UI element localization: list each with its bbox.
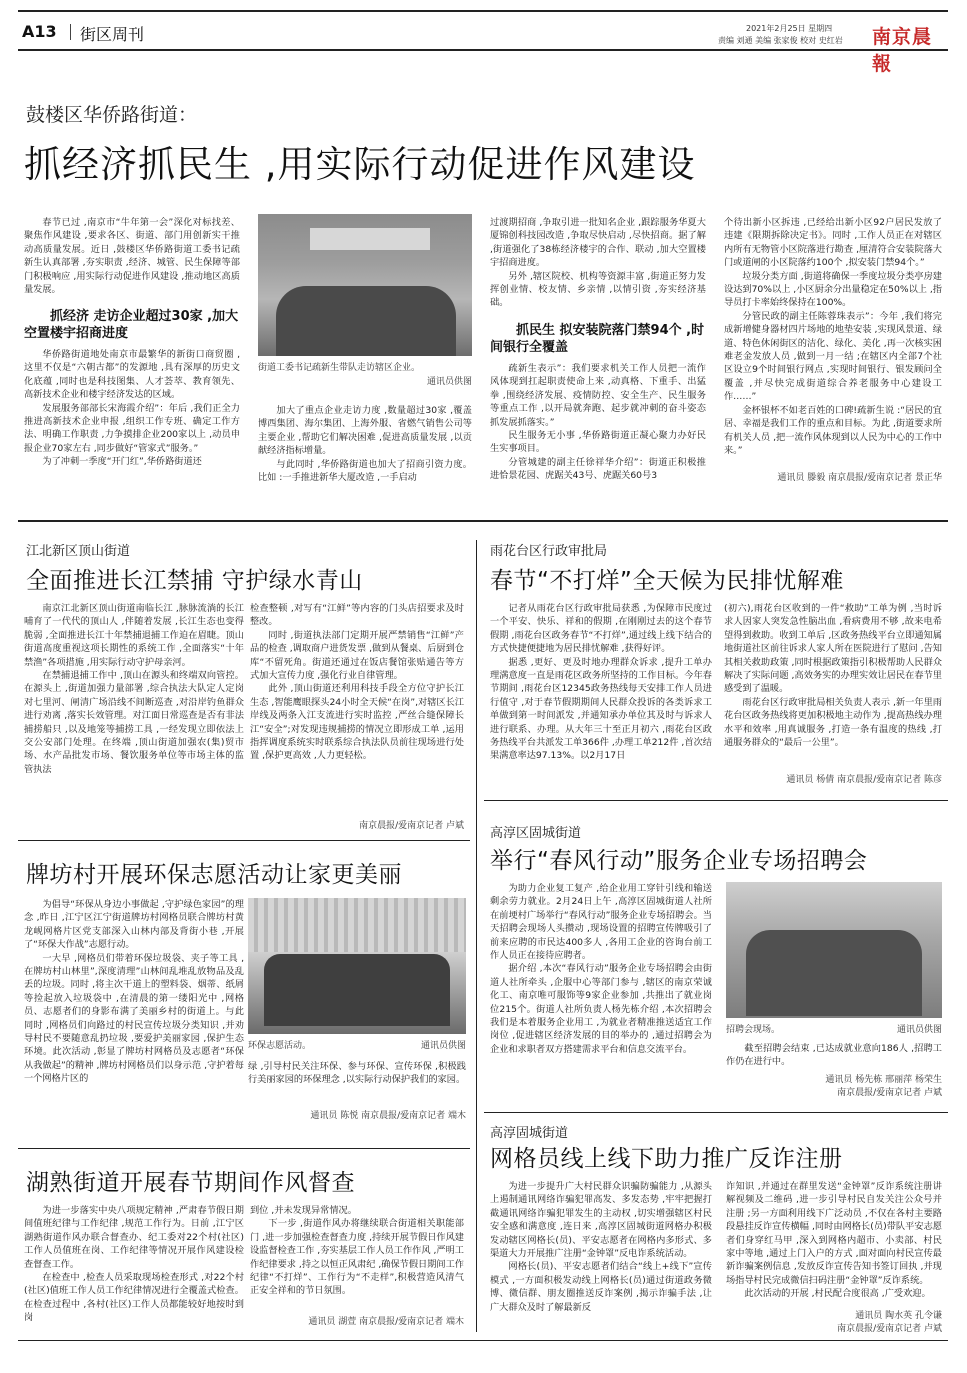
- yuhua-c2p1: (初六),雨花台区收到的一件“救助”工单为例 ,当时诉求人因家人突发急性脑出血 ,看病费用不够 ,故来电希望得到救助。收到工单后 ,区政务热线平台立即通知属地街道社区前往诉求人家人所在医院进行了慰问 ,告知其相关救助政策 ,同时根据政策指引积极帮助人民群众解决了实际问题 ,高效务实的办理实效让居民在春节里感受到了温暖。: [724, 603, 942, 695]
- gucheng-c1p1: 为助力企业复工复产 ,给企业用工穿针引线和输送剩余劳力就业。2月24日上午 ,高淳区固城街道人社所在前埂村广场举行“春风行动”服务企业专场招聘会。当天招聘会现场人头攒动 ,现场设置的招聘宣传牌吸引了前来应聘的市民达400多人 ,各用工企业的咨询台前工作人员正在接待应聘者。: [490, 883, 712, 962]
- paifang-c1p1: 为倡导“环保从身边小事做起 ,守护绿色家园”的理念 ,昨日 ,江宁区江宁街道牌坊村网格员联合牌坊村黄龙岘网格片区党支部深入山林内部及背街小巷 ,开展了“环保大作战”志愿行动。: [24, 899, 244, 951]
- lead-photo-credit: 通讯员供图: [426, 377, 472, 387]
- lead-kicker: 鼓楼区华侨路街道：: [26, 104, 198, 126]
- lead-photo-caption: 街道工委书记疏新生带队走访辖区企业。: [258, 363, 421, 373]
- yuhua-bottom-rule: [484, 800, 948, 801]
- lead-c4p3: 分管民政的副主任陈蓉珠表示”：今年 ,我们将完成新增健身器材四片场地的地垫安装 ,实现风景道、绿道、特色休闲街区的洁化、绿化、美化 ,再一次核实困难老金发放人员 ,做到一月一结 ;在辖区内全部7个社区设立9个时间银行网点 ,实现时间银行、银发顾问全覆盖 ,并尽快完成街道综合养老服务中心建设工作……”: [724, 310, 942, 403]
- page-number: A13: [22, 22, 57, 41]
- antifraud-col-2: [726, 1180, 942, 1301]
- antifraud-kicker: 高淳固城街道: [490, 1126, 569, 1141]
- page-header: [18, 10, 948, 75]
- lead-c3p3: 疏新生表示”：我们要求机关工作人员把一流作风体现到扛起职责使命上来 ,动真格、下重手、出猛拳 ,围绕经济发展、疫情防控、安全生产、民生服务等重点工作 ,以开局就奔跑、起步就冲刺的奋斗姿态抓发展抓落实。”: [490, 363, 706, 428]
- gucheng-bottom-rule: [484, 1112, 948, 1113]
- jiangbei-c1p1: 南京江北新区顶山街道南临长江 ,脉脉流淌的长江哺育了一代代的顶山人 ,伴随着发展 ,长江生态也变得脆弱 ,全面推进长江十年禁捕退捕工作迫在眉睫。顶山街道高度重视这项长期性的系统工作 ,全面落实“十年禁渔”各项措施 ,用实际行动守护母亲河。: [24, 603, 244, 668]
- header-rule-bottom: [18, 49, 948, 51]
- jiangbei-c2p3: 此外 ,顶山街道还利用科技手段全方位守护长江生态 ,智能鹰眼探头24小时全天候“在岗”,对辖区长江岸线及两条入江支流进行实时监控 ,严丝合缝保障长江“安全”;对发现违规捕捞的情况立即形成工单 ,运用指挥调度系统实时联系综合执法队员前往现场进行处置 ,保护更高效 ,人力更轻松。: [250, 683, 464, 762]
- yuhua-col-2: [724, 602, 942, 749]
- lead-col-4: [724, 216, 942, 457]
- gucheng-credit-1: 通讯员 杨先栋 邢丽萍 杨荣生: [825, 1075, 942, 1085]
- hushu-c2p1: 到位 ,并未发现异常情况。: [250, 1205, 357, 1216]
- lead-c4p4: 金杯银杯不如老百姓的口碑!疏新生说 :“居民的宜居、幸福是我们工作的重点和目标。为此 ,街道要求所有机关人员 ,把一流作风体现到以人民为中心的工作中来。”: [724, 404, 942, 456]
- jiangbei-c2p2: 同时 ,街道执法部门定期开展严禁销售“江鲜”产品的检查 ,调取商户进货发票 ,做到从餐桌、后厨到仓库“不留死角。街道还通过在饭店餐馆张贴通告等方式加大宣传力度 ,强化行业自律管理。: [250, 629, 464, 682]
- page-bottom-rule: [18, 1340, 948, 1341]
- antifraud-credit-2: 南京晨报/爱南京记者 卢斌: [837, 1324, 942, 1334]
- lead-c3p5: 分管城建的副主任徐祥华介绍”：街道正积极推进恰景花园、虎踞关43号、虎踞关60号3: [490, 456, 706, 482]
- paifang-c2p1: 绿 ,引导村民关注环保、参与环保、宣传环保 ,积极践行美丽家园的环保理念 ,以实际行动保护我们的家园。: [248, 1061, 466, 1086]
- yuhua-headline: 春节“不打烊”全天候为民排忧解难: [490, 568, 844, 594]
- lead-photo: [258, 214, 472, 356]
- issue-date: 2021年2月25日 星期四: [746, 24, 833, 33]
- paifang-col-1: [24, 898, 244, 1086]
- gucheng-c1p2: 据介绍 ,本次“春风行动”服务企业专场招聘会由街道人社所牵头 ,企服中心等部门参与 ,辖区的南京荣诚化工、南京唯可服饰等9家企业参加 ,共推出了就业岗位215个。街道人社所负责人杨先栋介绍 ,本次招聘会我们是本着服务企业用工 ,为就业者精准推送适宜工作岗位 ,促进辖区经济发展的目的举办的 ,通过招聘会为企业和求职者双方搭建需求平台和信息交流平台。: [490, 963, 712, 1055]
- paifang-col-2: [248, 1060, 466, 1087]
- jiangbei-c1p2: 在禁捕退捕工作中 ,顶山在源头和终端双向管控。在源头上 ,街道加强力量部署 ,综合执法大队定人定岗对七里河、闸清广场沿线不间断巡查 ,对沿岸钓鱼群众进行劝离 ,落实长效管理。对江面日常巡查是否有非法捕捞船只 ,以及地笼等捕捞工具 ,一经发现立即依法上交公安部门处理。在终端 ,顶山街道加强农(集)贸市场、水产品批发市场、餐饮服务单位等市场主体的监管执法: [24, 670, 244, 775]
- jiangbei-c2p1: 检查整顿 ,对写有“江鲜”等内容的门头店招要求及时整改。: [250, 603, 464, 628]
- antifraud-credit-1: 通讯员 陶水英 孔令谦: [855, 1311, 942, 1321]
- yuhua-c2p2: 雨花台区行政审批局相关负责人表示 ,新一年里雨花台区政务热线将更加积极地主动作为 ,提高热线办理水平和效率 ,用真诚服务 ,打造一条有温度的热线 ,打通服务群众的“最后一公里”。: [724, 696, 942, 749]
- yuhua-credit: 通讯员 杨倩 南京晨报/爱南京记者 陈彦: [786, 775, 942, 785]
- antifraud-c2p1: 诈知识 ,并通过在群里发送“金钟罩”反诈系统注册讲解视频及二维码 ,进一步引导村民自发关注公众号并注册 ;另一方面利用线下广泛动员 ,不仅在各村主要路段悬挂反诈宣传横幅 ,同时由网格长(员)带队平安志愿者们身穿红马甲 ,深入到网格内超市、小卖部、村民家中等地 ,通过上门入户的方式 ,面对面向村民宣传最新诈骗案例信息 ,发放反诈宣传告知书签订回执 ,并现场指导村民完成微信扫码注册“金钟罩”反诈系统。: [726, 1181, 942, 1286]
- gucheng-photo-caption: 招聘会现场。: [726, 1025, 781, 1035]
- photo-signboard: [310, 228, 430, 250]
- lead-p2: 发展服务部部长宋海霞介绍”：年后 ,我们正全力推进高新技术企业申报 ,组织工作专班、确定工作方法、明确工作职责 ,力争摸排企业200家以上 ,动员申报企业70家左右 ,同步做好“管家式”服务。”: [24, 402, 240, 454]
- yuhua-kicker: 雨花台区行政审批局: [490, 544, 608, 559]
- header-divider-mark: [70, 24, 71, 40]
- paifang-bottom-rule: [18, 1148, 470, 1149]
- lead-subhead-2: 抓民生 拟安装院落门禁94个 ,时间银行全覆盖: [490, 323, 705, 355]
- hushu-headline: 湖熟街道开展春节期间作风督查: [26, 1170, 355, 1196]
- hushu-c2p2: 下一步 ,街道作风办将继续联合街道相关职能部门 ,进一步加强检查督查力度 ,持续开展节假日作风建设监督检查工作 ,夯实基层工作人员工作作风 ,严明工作纪律要求 ,持之以恒正风肃纪 ,确保节假日期间工作纪律“不打烊”、工作行为“不走样”,积极营造风清气正安全祥和的节日氛围。: [250, 1218, 464, 1297]
- lead-p1: 华侨路街道地处南京市最繁华的新街口商贸圈 ,这里不仅是“六朝古都”的发源地 ,具有深厚的历史文化底蕴 ,同时也是科技图集、人才荟萃、教育领先、高新技术企业和楼宇经济发达的区域。: [24, 349, 240, 401]
- hushu-c1p2: 在检查中 ,检查人员采取现场检查形式 ,对22个村(社区)值班工作人员工作纪律情况进行全覆盖式检查。在检查过程中 ,各村(社区)工作人员都能较好地按时到岗: [24, 1272, 244, 1324]
- lead-c3p4: 民生服务无小事 ,华侨路街道正凝心聚力办好民生实事项目。: [490, 430, 706, 455]
- yuhua-col-1: [490, 602, 712, 763]
- editor-credits: 责编 刘通 美编 张家俊 校对 史红岩: [718, 36, 843, 45]
- gucheng-headline: 举行“春风行动”服务企业专场招聘会: [490, 848, 868, 874]
- lead-intro: 春节已过 ,南京市“牛年第一会”深化对标找差、聚焦作风建设 ,要求各区、街道、部门用创新实干推动高质量发展。近日 ,鼓楼区华侨路街道工委书记疏新生认真部署 ,夯实职责 ,经济、城管、民生保障等部门积极响应 ,用实际行动促进作风建设 ,推动地区高质量发展。: [24, 217, 240, 296]
- lead-mid1: 加大了重点企业走访力度 ,数量超过30家 ,覆盖博西集团、海尔集团、上海外服、省燃气销售公司等主要企业 ,帮助它们解决困难 ,促进高质量发展 ,以贡献经济指标增量。: [258, 405, 472, 457]
- lead-col-1: [24, 216, 240, 296]
- paifang-c1p2: 一大早 ,网格员们带着环保垃圾袋、夹子等工具 ,在牌坊村山林里”,深度清理”山林间乱堆乱放物品及乱丢的垃圾。同时 ,将主次干道上的塑料袋、烟蒂、纸屑等捡起放入垃圾袋中 ,在清晨的第一缕阳光中 ,网格员、志愿者们的身影布满了美丽乡村的街道上。与此同时 ,网格员们向路过的村民宣传垃圾分类知识 ,并劝导村民不要随意乱扔垃圾 ,要爱护美丽家园 ,保护生态环境。此次活动 ,彰显了牌坊村网格员及志愿者“环保从我做起”的精神 ,牌坊村网格员们以身示范 ,守护着每一个网格片区的: [24, 952, 244, 1085]
- jiangbei-col-1: [24, 602, 244, 776]
- paifang-photo-credit: 通讯员供图: [420, 1041, 466, 1051]
- gucheng-col-2: [726, 1042, 942, 1069]
- yuhua-c1p2: 据悉 ,更好、更及时地办理群众诉求 ,提升工单办理满意度一直是雨花区政务所坚持的工作目标。今年春节期间 ,雨花台区12345政务热线每天安排工作人员进行值守 ,对于春节假期期间人民群众投诉的各类诉求工单做到第一时间派发 ,并通知承办单位其及时与诉求人进行联系、办理。从大年三十至正月初六 ,雨花台区政务热线平台共派发工单366件 ,办理工单212件 ,首次结果满意率达97.13%。以2月17日: [490, 656, 712, 762]
- lead-col-3: [490, 216, 706, 310]
- gucheng-photo-credit: 通讯员供图: [896, 1025, 942, 1035]
- photo-trees: [248, 898, 466, 952]
- hushu-c1p1: 为进一步落实中央八项规定精神 ,严肃春节假日期间值班纪律与工作纪律 ,规范工作行为。日前 ,江宁区湖熟街道作风办联合督查办、纪工委对22个村(社区)工作人员值班在岗、工作纪律等情况开展作风建设检查督查工作。: [24, 1205, 244, 1270]
- lead-p3: 为了冲刺一季度“开门红”,华侨路街道还: [42, 456, 202, 468]
- section-name: 街区周刊: [80, 25, 145, 44]
- lead-c4p1: 个待出新小区拆违 ,已经给出新小区92户居民发放了违建《限期拆除决定书》。同时 ,工作人员正在对辖区内所有无物管小区院落进行勘查 ,厘清符合安装院落大门或道闸的小区院落约100个 ,拟安装门禁94个。”: [724, 217, 942, 269]
- gucheng-photo: [726, 882, 942, 1018]
- gucheng-kicker: 高淳区固城街道: [490, 826, 582, 841]
- gucheng-col-1: [490, 882, 712, 1056]
- lead-headline: 抓经济抓民生 ,用实际行动促进作风建设: [24, 143, 696, 186]
- photo-people: [276, 286, 456, 356]
- vertical-divider: [476, 540, 477, 1332]
- antifraud-c1p1: 为进一步提升广大村民群众识骗防骗能力 ,从源头上遏制通讯网络诈骗犯罪高发、多发态势 ,牢牢把握打截通讯网络诈骗犯罪发生的主动权 ,切实增强辖区村民安全感和满意度 ,连日来 ,高淳区固城街道网格办积极发动辖区网格长(员)、平安志愿者在网格内多形式、多渠道大力开展推广注册“金钟罩”反电诈系统活动。: [490, 1181, 712, 1260]
- lead-mid2: 与此同时 ,华侨路街道也加大了招商引资力度。比如 :一手推进新华大厦改造 ,一手启动: [258, 458, 472, 484]
- jiangbei-bottom-rule: [18, 840, 470, 841]
- lead-col-1-body: [24, 348, 240, 469]
- photo-volunteers: [264, 954, 450, 1026]
- antifraud-col-1: [490, 1180, 712, 1314]
- photo-crowd: [746, 930, 922, 1016]
- header-rule-top: [18, 10, 948, 12]
- lead-col-2-body: [258, 404, 472, 484]
- lead-subhead-1: 抓经济 走访企业超过30家 ,加大空置楼宇招商进度: [24, 309, 239, 341]
- paifang-photo: [248, 898, 466, 1034]
- yuhua-c1p1: 记者从雨花台区行政审批局获悉 ,为保障市民度过一个平安、快乐、祥和的假期 ,在刚刚过去的这个春节假期 ,雨花台区政务春节“不打烊”,通过线上线下结合的方式快捷便捷地为居民排忧解难 ,获得好评。: [490, 603, 712, 655]
- antifraud-c1p2: 网格长(员)、平安志愿者们结合“线上+线下”宣传模式 ,一方面积极发动线上网格长(员)通过街道政务微博、微信群、朋友圈推送反诈案例 ,揭示诈骗手法 ,让广大群众及时了解最新反: [490, 1261, 712, 1313]
- hushu-col-1: [24, 1204, 244, 1325]
- lead-c3p1: 过渡期招商 ,争取引进一批知名企业 ,跟踪服务华夏大厦锦创科技园改造 ,争取尽快启动 ,尽快招商。据了解 ,街道强化了38栋经济楼宇的合作、联动 ,加大空置楼宇招商进度。: [490, 217, 706, 269]
- hushu-col-2: [250, 1204, 464, 1298]
- gucheng-credit-2: 南京晨报/爱南京记者 卢斌: [837, 1088, 942, 1098]
- lead-c3p2: 另外 ,辖区院校、机构等资源丰富 ,街道正努力发挥创业情、校友情、乡亲情 ,以情引资 ,夯实经济基础。: [490, 270, 706, 309]
- lead-credit: 通讯员 滕毅 南京晨报/爱南京记者 景正华: [777, 473, 942, 483]
- lead-col-3-body: [490, 362, 706, 483]
- jiangbei-credit: 南京晨报/爱南京记者 卢斌: [359, 821, 464, 831]
- paifang-headline: 牌坊村开展环保志愿活动让家更美丽: [26, 862, 402, 888]
- jiangbei-col-2: [250, 602, 464, 763]
- jiangbei-headline: 全面推进长江禁捕 守护绿水青山: [26, 568, 363, 594]
- lead-c4p2: 垃圾分类方面 ,街道将确保一季度垃圾分类亭房建设达到70%以上 ,小区厨余分出量稳定在50%以上 ,指导员打卡率始终保持在100%。: [724, 270, 942, 309]
- antifraud-headline: 网格员线上线下助力推广反诈注册: [490, 1146, 843, 1172]
- gucheng-c2p1: 截至招聘会结束 ,已达成就业意向186人 ,招聘工作仍在进行中。: [726, 1043, 942, 1068]
- jiangbei-kicker: 江北新区顶山街道: [26, 544, 131, 559]
- lead-bottom-rule: [18, 520, 948, 522]
- paper-logo: 南京晨報: [872, 26, 933, 75]
- antifraud-c2p2: 此次活动的开展 ,村民配合度很高 ,广受欢迎。: [744, 1288, 931, 1300]
- hushu-credit: 通讯员 湖萱 南京晨报/爱南京记者 端木: [308, 1317, 464, 1327]
- paifang-credit: 通讯员 陈悦 南京晨报/爱南京记者 端木: [310, 1111, 466, 1121]
- paifang-photo-caption: 环保志愿活动。: [248, 1041, 312, 1051]
